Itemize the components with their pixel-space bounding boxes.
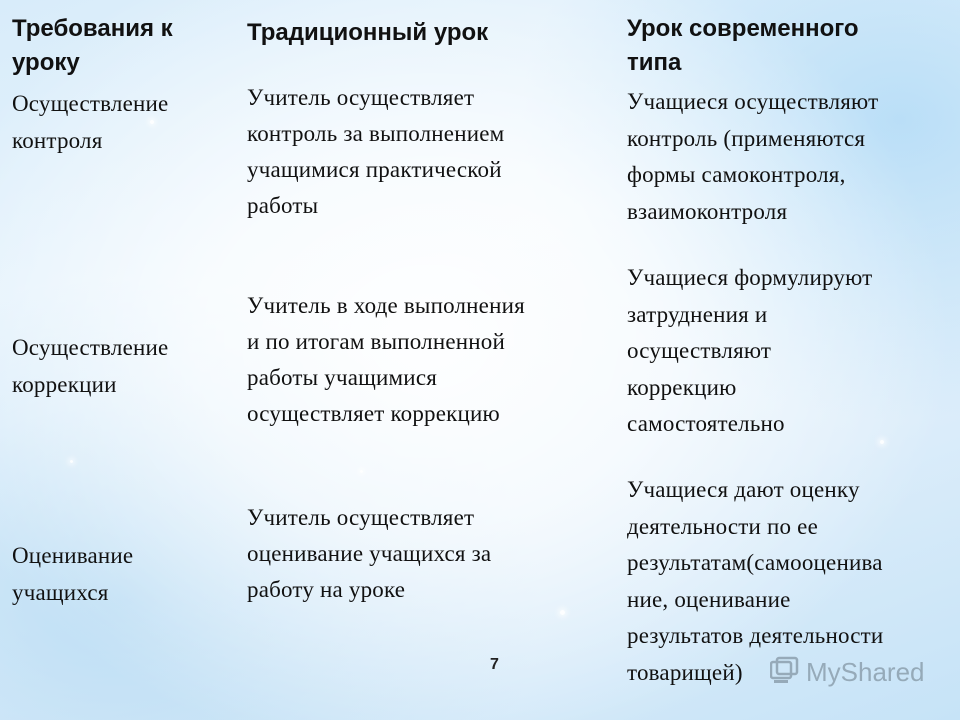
traditional-assessment: Учитель осуществляет оценивание учащихся за работу на уроке — [247, 505, 492, 602]
header-modern: Урок современного типа — [627, 15, 859, 76]
background-sparkle — [360, 470, 363, 473]
traditional-correction: Учитель в ходе выполнения и по итогам выполненной работы учащимися осуществляет коррекцию — [247, 293, 525, 426]
page-number: 7 — [490, 656, 499, 673]
header-requirements: Требования к уроку — [12, 15, 173, 76]
modern-control: Учащиеся осуществляют контроль (применяются формы самоконтроля, взаимоконтроля — [627, 89, 879, 224]
watermark-text: MyShared — [806, 657, 925, 687]
watermark — [770, 656, 925, 689]
requirement-correction: Осуществление коррекции — [12, 335, 169, 397]
modern-correction: Учащиеся формулируют затруднения и осуществляют коррекцию самостоятельно — [627, 265, 873, 436]
modern-assessment: Учащиеся дают оценку деятельности по ее результатам(самооценива ние, оценивание результатов деятельности товарищей) — [627, 477, 884, 685]
requirement-control: Осуществление контроля — [12, 91, 169, 153]
background-sparkle — [880, 440, 884, 444]
requirement-assessment: Оценивание учащихся — [12, 543, 134, 605]
traditional-control: Учитель осуществляет контроль за выполнением учащимися практической работы — [247, 85, 505, 218]
header-traditional: Традиционный урок — [247, 19, 489, 46]
background-sparkle — [70, 460, 73, 463]
background-sparkle — [560, 610, 565, 615]
myshared-logo-icon — [770, 656, 800, 689]
